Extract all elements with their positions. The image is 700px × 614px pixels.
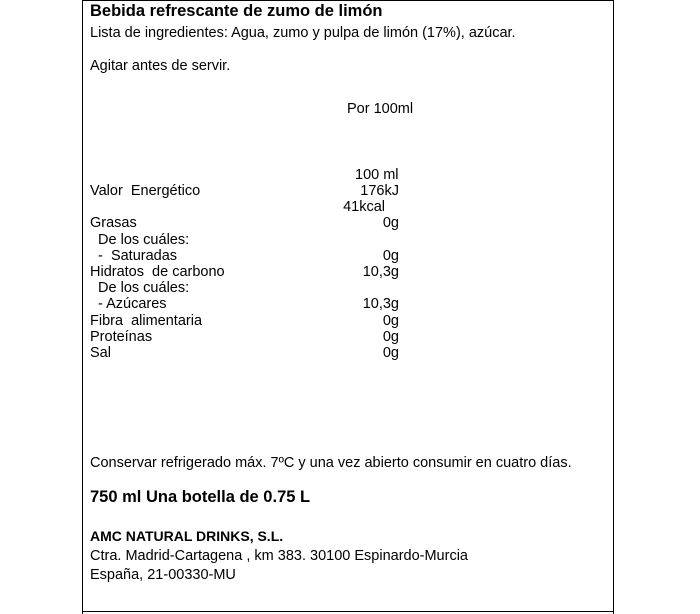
nutrient-value: 10,3g bbox=[362, 296, 399, 312]
product-title: Bebida refrescante de zumo de limón bbox=[90, 2, 383, 20]
nutrient-value: 10,3g bbox=[362, 264, 399, 280]
nutrient-name: Hidratos de carbono bbox=[90, 264, 225, 280]
label-document bbox=[82, 0, 614, 614]
top-border bbox=[83, 0, 613, 1]
nutrient-value: 0g bbox=[382, 313, 399, 329]
nutrient-value: 0g bbox=[382, 215, 399, 231]
volume-info: 750 ml Una botella de 0.75 L bbox=[90, 488, 311, 506]
nutrient-name: - Azúcares bbox=[90, 296, 167, 312]
nutrient-name: Sal bbox=[90, 345, 111, 361]
instructions: Agitar antes de servir. bbox=[90, 58, 231, 74]
nutrient-name: - Saturadas bbox=[90, 248, 178, 264]
nutrient-value: 0g bbox=[382, 329, 399, 345]
nutrient-name: De los cuáles: bbox=[90, 280, 190, 296]
nutrient-value: 41kcal bbox=[343, 199, 385, 215]
company-registration: España, 21-00330-MU bbox=[90, 567, 236, 583]
nutrient-value: 0g bbox=[382, 248, 399, 264]
ingredients-list: Lista de ingredientes: Agua, zumo y pulpa de limón (17%), azúcar. bbox=[90, 25, 516, 41]
nutrient-value: 0g bbox=[382, 345, 399, 361]
nutrient-name: Grasas bbox=[90, 215, 137, 231]
column-header: 100 ml bbox=[355, 167, 399, 183]
nutrient-name: De los cuáles: bbox=[90, 232, 190, 248]
nutrient-name: Proteínas bbox=[90, 329, 153, 345]
nutrient-value: 176kJ bbox=[360, 183, 399, 199]
per-100ml-label: Por 100ml bbox=[347, 101, 414, 117]
company-name: AMC NATURAL DRINKS, S.L. bbox=[90, 528, 284, 544]
storage-instructions: Conservar refrigerado máx. 7ºC y una vez abierto consumir en cuatro días. bbox=[90, 455, 572, 471]
nutrient-name: Fibra alimentaria bbox=[90, 313, 203, 329]
company-address: Ctra. Madrid-Cartagena , km 383. 30100 Espinardo-Murcia bbox=[90, 548, 468, 564]
nutrient-name: Valor Energético bbox=[90, 183, 201, 199]
bottom-border bbox=[83, 611, 613, 612]
